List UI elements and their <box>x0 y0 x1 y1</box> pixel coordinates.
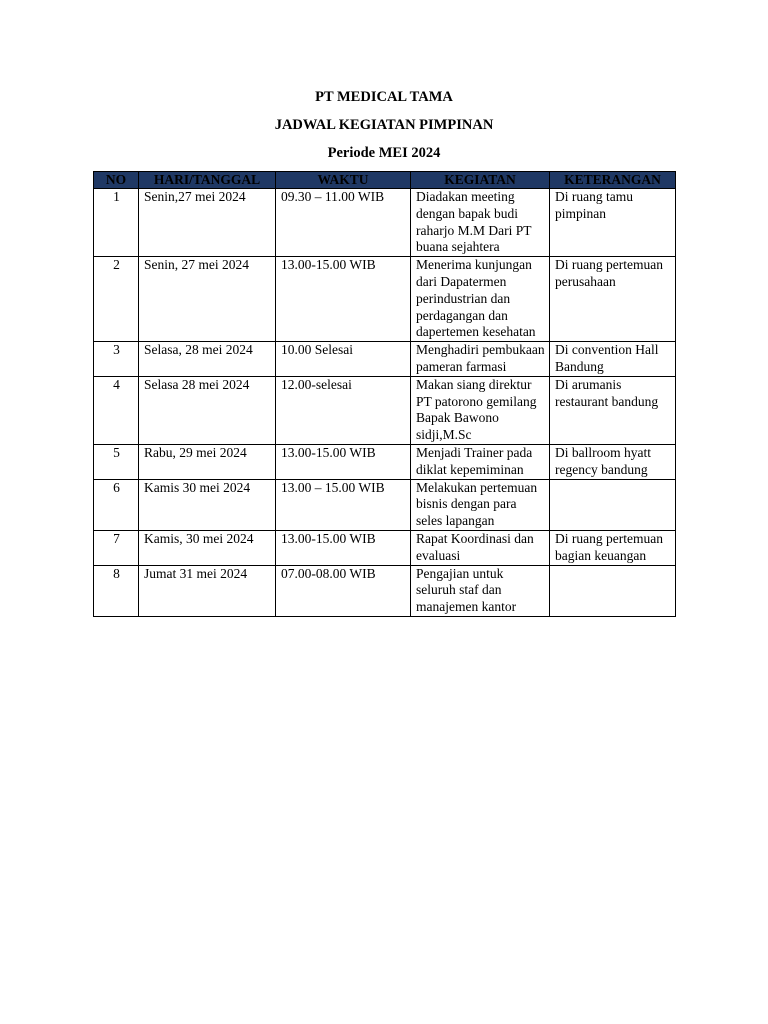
row-date: Kamis 30 mei 2024 <box>139 479 276 530</box>
row-time: 12.00-selesai <box>276 376 411 444</box>
row-activity: Melakukan pertemuan bisnis dengan para seles lapangan <box>411 479 550 530</box>
row-number: 2 <box>94 257 139 342</box>
row-number: 6 <box>94 479 139 530</box>
row-date: Jumat 31 mei 2024 <box>139 565 276 616</box>
row-date: Selasa, 28 mei 2024 <box>139 342 276 377</box>
row-date: Senin, 27 mei 2024 <box>139 257 276 342</box>
column-header-keterangan: KETERANGAN <box>550 172 676 189</box>
row-number: 4 <box>94 376 139 444</box>
document-title: JADWAL KEGIATAN PIMPINAN <box>274 117 494 133</box>
row-time: 13.00-15.00 WIB <box>276 530 411 565</box>
row-activity: Rapat Koordinasi dan evaluasi <box>411 530 550 565</box>
row-number: 3 <box>94 342 139 377</box>
row-time: 07.00-08.00 WIB <box>276 565 411 616</box>
row-time: 13.00-15.00 WIB <box>276 444 411 479</box>
row-note: Di convention Hall Bandung <box>550 342 676 377</box>
row-date: Rabu, 29 mei 2024 <box>139 444 276 479</box>
table-row <box>94 530 676 565</box>
table-row <box>94 257 676 342</box>
row-note: Di ruang pertemuan bagian keuangan <box>550 530 676 565</box>
row-activity: Diadakan meeting dengan bapak budi raharjo M.M Dari PT buana sejahtera <box>411 189 550 257</box>
row-number: 5 <box>94 444 139 479</box>
row-time: 13.00-15.00 WIB <box>276 257 411 342</box>
row-number: 7 <box>94 530 139 565</box>
column-header-kegiatan: KEGIATAN <box>411 172 550 189</box>
row-date: Senin,27 mei 2024 <box>139 189 276 257</box>
table-row <box>94 444 676 479</box>
row-note <box>550 479 676 530</box>
schedule-table <box>93 171 676 617</box>
row-time: 09.30 – 11.00 WIB <box>276 189 411 257</box>
table-row <box>94 565 676 616</box>
row-note: Di ballroom hyatt regency bandung <box>550 444 676 479</box>
row-date: Selasa 28 mei 2024 <box>139 376 276 444</box>
row-note <box>550 565 676 616</box>
table-row <box>94 479 676 530</box>
row-activity: Menjadi Trainer pada diklat kepemiminan <box>411 444 550 479</box>
table-header-row <box>94 172 676 189</box>
row-note: Di ruang pertemuan perusahaan <box>550 257 676 342</box>
row-time: 13.00 – 15.00 WIB <box>276 479 411 530</box>
column-header-waktu: WAKTU <box>276 172 411 189</box>
period-label: Periode MEI 2024 <box>327 145 441 161</box>
row-note: Di ruang tamu pimpinan <box>550 189 676 257</box>
row-activity: Pengajian untuk seluruh staf dan manajemen kantor <box>411 565 550 616</box>
row-number: 1 <box>94 189 139 257</box>
column-header-hari-tanggal: HARI/TANGGAL <box>139 172 276 189</box>
row-activity: Menghadiri pembukaan pameran farmasi <box>411 342 550 377</box>
row-number: 8 <box>94 565 139 616</box>
row-activity: Makan siang direktur PT patorono gemilang Bapak Bawono sidji,M.Sc <box>411 376 550 444</box>
row-date: Kamis, 30 mei 2024 <box>139 530 276 565</box>
table-row <box>94 342 676 377</box>
row-time: 10.00 Selesai <box>276 342 411 377</box>
company-name: PT MEDICAL TAMA <box>315 89 453 105</box>
row-activity: Menerima kunjungan dari Dapatermen perindustrian dan perdagangan dan dapertemen kesehatan <box>411 257 550 342</box>
table-row <box>94 376 676 444</box>
column-header-no: NO <box>94 172 139 189</box>
row-note: Di arumanis restaurant bandung <box>550 376 676 444</box>
table-row <box>94 189 676 257</box>
